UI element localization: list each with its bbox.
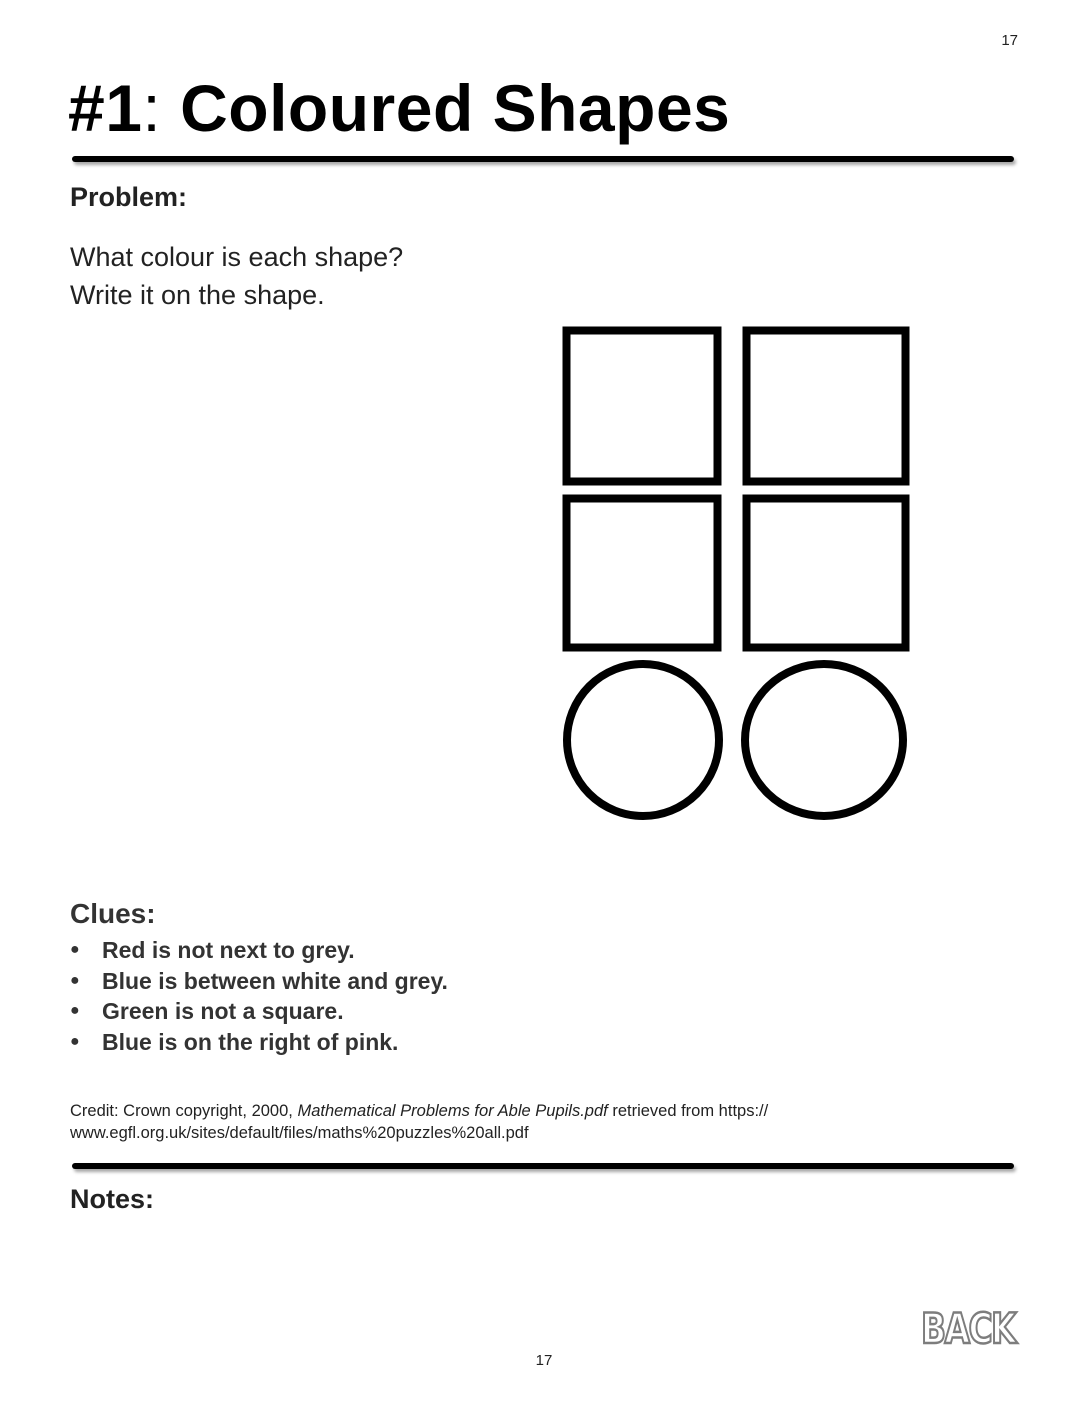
shape-circle-bottom-left[interactable] (567, 664, 719, 816)
title-number: #1 (68, 71, 143, 145)
problem-text (70, 238, 403, 314)
problem-heading: Problem: (70, 182, 188, 212)
clue-text: Blue is on the right of pink. (102, 1028, 399, 1055)
back-button[interactable] (918, 1300, 1018, 1353)
credit-source-title: Mathematical Problems for Able Pupils.pdf (297, 1102, 608, 1120)
shape-square-middle-left[interactable] (567, 499, 718, 648)
bullet-icon: ● (70, 1002, 80, 1019)
divider-notes (72, 1163, 1014, 1169)
shape-square-top-right[interactable] (747, 331, 906, 482)
notes-heading: Notes: (70, 1184, 155, 1214)
clue-text: Blue is between white and grey. (102, 967, 448, 994)
credit-suffix: retrieved from https:// (607, 1102, 769, 1120)
bullet-icon: ● (70, 971, 80, 989)
title-separator: : (142, 71, 181, 145)
clue-text: Red is not next to grey. (102, 937, 355, 963)
credit-prefix: Credit: Crown copyright, 2000, (70, 1102, 298, 1120)
list-item (70, 966, 448, 997)
bullet-icon: ● (70, 1032, 80, 1050)
shapes-diagram (562, 326, 912, 826)
credit-text (70, 1100, 970, 1144)
shape-square-top-left[interactable] (567, 331, 718, 482)
list-item (70, 996, 448, 1027)
bullet-icon: ● (70, 941, 80, 958)
page-title (68, 72, 730, 145)
title-text: Coloured Shapes (180, 71, 731, 145)
credit-url: www.egfl.org.uk/sites/default/files/maths%20puzzles%20all.pdf (70, 1124, 529, 1142)
clue-text: Green is not a square. (102, 998, 344, 1024)
page-number-top: 17 (1001, 32, 1018, 49)
problem-line-1: What colour is each shape? (70, 242, 404, 272)
clues-heading: Clues: (70, 898, 156, 929)
back-button-label: BACK (921, 1304, 1018, 1353)
credit-line-1 (70, 1100, 970, 1122)
list-item (70, 935, 448, 966)
shape-square-middle-right[interactable] (747, 499, 906, 648)
page-number-bottom: 17 (535, 1352, 553, 1369)
divider-top (72, 156, 1014, 162)
shape-area (562, 326, 912, 826)
problem-line-2: Write it on the shape. (70, 280, 325, 310)
list-item (70, 1027, 448, 1058)
clues-list (70, 935, 448, 1057)
back-button-graphic (918, 1300, 1018, 1353)
shape-circle-bottom-right[interactable] (745, 664, 903, 816)
